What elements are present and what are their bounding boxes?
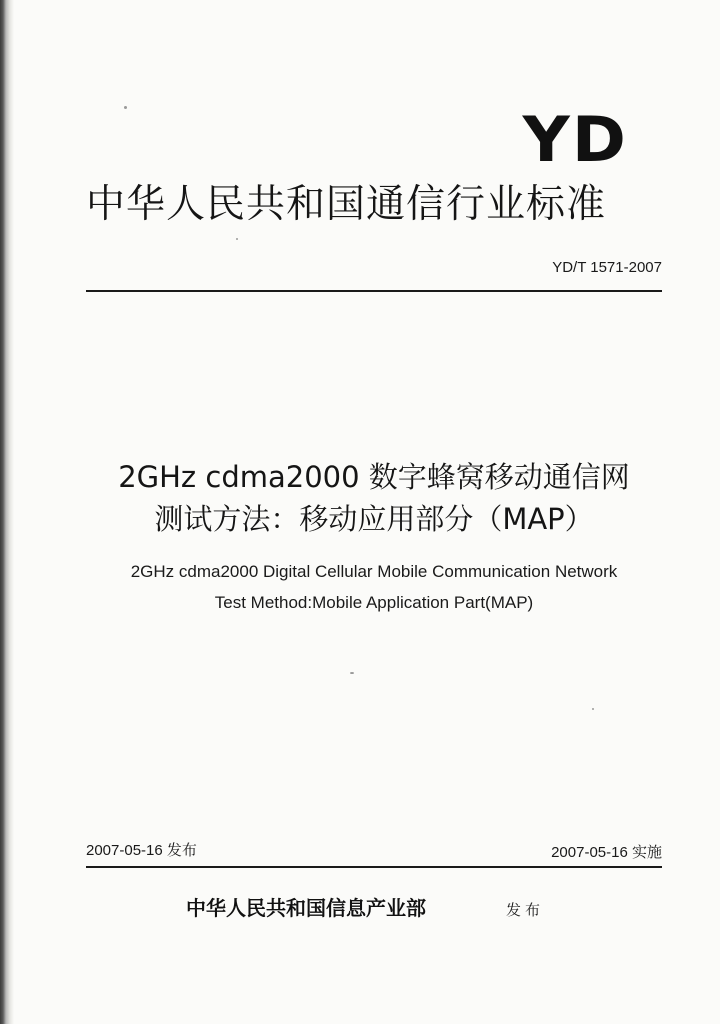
scan-speck <box>350 672 354 674</box>
org-title: 中华人民共和国通信行业标准 <box>86 182 607 227</box>
standard-number: YD/T 1571-2007 <box>552 259 662 276</box>
issue-date: 2007-05-16 发布 <box>86 842 197 859</box>
english-title-line-1: 2GHz cdma2000 Digital Cellular Mobile Communication Network <box>130 562 618 581</box>
scan-speck <box>592 708 594 710</box>
english-title <box>86 556 662 618</box>
publisher-suffix: 发布 <box>506 901 545 919</box>
chinese-title-line-1: 2GHz cdma2000 数字蜂窝移动通信网 <box>118 460 630 494</box>
bottom-divider <box>86 866 662 868</box>
chinese-title <box>86 456 662 540</box>
scan-speck <box>124 106 127 109</box>
publisher-name: 中华人民共和国信息产业部 <box>186 896 426 920</box>
english-title-line-2: Test Method:Mobile Application Part(MAP) <box>214 593 534 612</box>
scan-shadow-edge <box>0 0 14 1024</box>
implementation-date: 2007-05-16 实施 <box>551 844 662 861</box>
chinese-title-line-2: 测试方法：移动应用部分（MAP） <box>154 502 594 536</box>
scan-speck <box>236 238 238 240</box>
top-divider <box>86 290 662 292</box>
yd-logo: YD <box>522 103 628 176</box>
